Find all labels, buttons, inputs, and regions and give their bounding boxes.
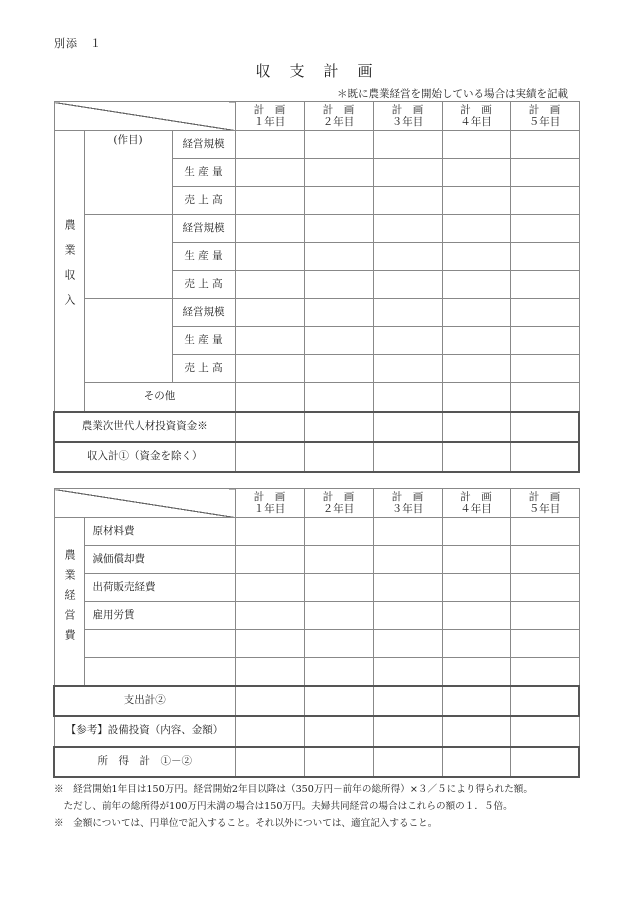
value-cell[interactable] xyxy=(235,658,304,686)
value-cell[interactable] xyxy=(510,243,579,271)
value-cell[interactable] xyxy=(373,630,442,658)
attachment-label: 別添 １ xyxy=(54,37,102,50)
item-label: 生 産 量 xyxy=(172,243,235,271)
value-cell[interactable] xyxy=(235,131,304,159)
footnote-amounts: ※ 金額については、円単位で記入すること。それ以外については、適宜記入すること。 xyxy=(54,818,438,829)
value-cell[interactable] xyxy=(373,187,442,215)
value-cell[interactable] xyxy=(373,518,442,546)
value-cell[interactable] xyxy=(235,442,304,472)
value-cell[interactable] xyxy=(304,412,373,442)
expense-item-label: 雇用労賃 xyxy=(84,602,235,630)
header-diagonal-cell xyxy=(54,102,235,131)
value-cell[interactable] xyxy=(304,546,373,574)
value-cell[interactable] xyxy=(235,602,304,630)
value-cell[interactable] xyxy=(235,187,304,215)
value-cell[interactable] xyxy=(304,383,373,412)
item-label: 売 上 高 xyxy=(172,187,235,215)
value-cell[interactable] xyxy=(510,658,579,686)
value-cell[interactable] xyxy=(304,686,373,716)
value-cell[interactable] xyxy=(304,243,373,271)
crop-name-cell[interactable] xyxy=(84,215,172,299)
value-cell[interactable] xyxy=(510,131,579,159)
value-cell[interactable] xyxy=(510,355,579,383)
value-cell[interactable] xyxy=(304,327,373,355)
value-cell[interactable] xyxy=(235,215,304,243)
year-header-1: 計 画 １年目 xyxy=(235,489,304,518)
value-cell[interactable] xyxy=(373,412,442,442)
value-cell[interactable] xyxy=(235,271,304,299)
value-cell[interactable] xyxy=(442,602,510,630)
value-cell[interactable] xyxy=(373,355,442,383)
value-cell[interactable] xyxy=(235,546,304,574)
value-cell[interactable] xyxy=(442,271,510,299)
expense-total-label: 支出計② xyxy=(54,686,235,716)
value-cell[interactable] xyxy=(235,630,304,658)
item-label: 売 上 高 xyxy=(172,355,235,383)
item-label: 経営規模 xyxy=(172,299,235,327)
header-diagonal-cell xyxy=(54,489,235,518)
value-cell[interactable] xyxy=(304,442,373,472)
value-cell[interactable] xyxy=(235,686,304,716)
value-cell[interactable] xyxy=(510,327,579,355)
value-cell[interactable] xyxy=(510,215,579,243)
value-cell[interactable] xyxy=(442,299,510,327)
value-cell[interactable] xyxy=(235,355,304,383)
value-cell[interactable] xyxy=(510,412,579,442)
value-cell[interactable] xyxy=(373,442,442,472)
value-cell[interactable] xyxy=(442,187,510,215)
item-label: 生 産 量 xyxy=(172,159,235,187)
footnote-subsidy: ※ 経営開始1年目は150万円。経営開始2年目以降は（350万円－前年の総所得）×３／５により得られた額。 xyxy=(54,784,533,795)
expense-table xyxy=(53,488,580,778)
value-cell[interactable] xyxy=(510,716,579,747)
value-cell[interactable] xyxy=(304,299,373,327)
income-total-label: 収入計①（資金を除く） xyxy=(54,442,235,472)
value-cell[interactable] xyxy=(235,327,304,355)
value-cell[interactable] xyxy=(373,658,442,686)
crop-name-cell[interactable]: (作目) xyxy=(84,131,172,215)
value-cell[interactable] xyxy=(235,747,304,777)
value-cell[interactable] xyxy=(304,518,373,546)
value-cell[interactable] xyxy=(373,243,442,271)
value-cell[interactable] xyxy=(304,187,373,215)
value-cell[interactable] xyxy=(442,658,510,686)
value-cell[interactable] xyxy=(304,271,373,299)
income-table xyxy=(53,101,580,473)
value-cell[interactable] xyxy=(442,327,510,355)
expense-item-label: 出荷販売経費 xyxy=(84,574,235,602)
value-cell[interactable] xyxy=(442,518,510,546)
value-cell[interactable] xyxy=(373,602,442,630)
value-cell[interactable] xyxy=(510,630,579,658)
other-income-label: その他 xyxy=(84,383,235,412)
actuals-note: ＊既に農業経営を開始している場合は実績を記載 xyxy=(337,88,568,100)
value-cell[interactable] xyxy=(442,412,510,442)
year-header-3: 計 画 ３年目 xyxy=(373,489,442,518)
item-label: 生 産 量 xyxy=(172,327,235,355)
value-cell[interactable] xyxy=(235,159,304,187)
value-cell[interactable] xyxy=(373,215,442,243)
value-cell[interactable] xyxy=(442,716,510,747)
value-cell[interactable] xyxy=(510,159,579,187)
value-cell[interactable] xyxy=(304,215,373,243)
income-header-row xyxy=(54,102,579,131)
value-cell[interactable] xyxy=(442,686,510,716)
year-header-2: 計 画 ２年目 xyxy=(304,489,373,518)
value-cell[interactable] xyxy=(442,383,510,412)
value-cell[interactable] xyxy=(304,630,373,658)
footnote-subsidy-cont: ただし、前年の総所得が100万円未満の場合は150万円。夫婦共同経営の場合はこれらの額の１．５倍。 xyxy=(54,801,513,812)
value-cell[interactable] xyxy=(510,747,579,777)
value-cell[interactable] xyxy=(304,716,373,747)
value-cell[interactable] xyxy=(442,355,510,383)
year-header-5: 計 画 ５年目 xyxy=(510,102,579,131)
value-cell[interactable] xyxy=(304,159,373,187)
value-cell[interactable] xyxy=(510,271,579,299)
expense-item-label: 原材料費 xyxy=(84,518,235,546)
year-header-5: 計 画 ５年目 xyxy=(510,489,579,518)
value-cell[interactable] xyxy=(304,658,373,686)
value-cell[interactable] xyxy=(442,215,510,243)
expense-item-label[interactable] xyxy=(84,630,235,658)
value-cell[interactable] xyxy=(442,442,510,472)
value-cell[interactable] xyxy=(442,131,510,159)
item-label: 売 上 高 xyxy=(172,271,235,299)
net-income-label: 所 得 計 ①－② xyxy=(54,747,235,777)
year-header-4: 計 画 ４年目 xyxy=(442,489,510,518)
value-cell[interactable] xyxy=(235,299,304,327)
value-cell[interactable] xyxy=(510,546,579,574)
subsidy-label: 農業次世代人材投資資金※ xyxy=(54,412,235,442)
year-header-2: 計 画 ２年目 xyxy=(304,102,373,131)
value-cell[interactable] xyxy=(235,518,304,546)
value-cell[interactable] xyxy=(373,574,442,602)
value-cell[interactable] xyxy=(235,383,304,412)
value-cell[interactable] xyxy=(235,574,304,602)
value-cell[interactable] xyxy=(304,131,373,159)
value-cell[interactable] xyxy=(304,602,373,630)
value-cell[interactable] xyxy=(510,299,579,327)
expense-item-label[interactable] xyxy=(84,658,235,686)
value-cell[interactable] xyxy=(442,747,510,777)
income-section-label: 農業収入 xyxy=(54,131,84,412)
value-cell[interactable] xyxy=(373,327,442,355)
value-cell[interactable] xyxy=(373,271,442,299)
value-cell[interactable] xyxy=(373,299,442,327)
value-cell[interactable] xyxy=(373,131,442,159)
item-label: 経営規模 xyxy=(172,131,235,159)
value-cell[interactable] xyxy=(373,383,442,412)
value-cell[interactable] xyxy=(510,602,579,630)
year-header-3: 計 画 ３年目 xyxy=(373,102,442,131)
value-cell[interactable] xyxy=(304,574,373,602)
value-cell[interactable] xyxy=(235,716,304,747)
value-cell[interactable] xyxy=(373,716,442,747)
page-title: 収 支 計 画 xyxy=(255,62,375,80)
expense-section-label: 農業経営費 xyxy=(54,518,84,686)
year-header-1: 計 画 １年目 xyxy=(235,102,304,131)
value-cell[interactable] xyxy=(442,159,510,187)
year-header-4: 計 画 ４年目 xyxy=(442,102,510,131)
value-cell[interactable] xyxy=(442,630,510,658)
value-cell[interactable] xyxy=(304,355,373,383)
value-cell[interactable] xyxy=(510,686,579,716)
value-cell[interactable] xyxy=(442,574,510,602)
item-label: 経営規模 xyxy=(172,215,235,243)
value-cell[interactable] xyxy=(510,518,579,546)
crop-name-cell[interactable] xyxy=(84,299,172,383)
value-cell[interactable] xyxy=(373,686,442,716)
value-cell[interactable] xyxy=(373,747,442,777)
value-cell[interactable] xyxy=(510,383,579,412)
value-cell[interactable] xyxy=(510,187,579,215)
value-cell[interactable] xyxy=(235,243,304,271)
expense-item-label: 減価償却費 xyxy=(84,546,235,574)
value-cell[interactable] xyxy=(510,574,579,602)
value-cell[interactable] xyxy=(235,412,304,442)
footnotes xyxy=(54,781,594,832)
equipment-investment-label: 【参考】設備投資（内容、金額） xyxy=(54,716,235,747)
expense-header-row xyxy=(54,489,579,518)
value-cell[interactable] xyxy=(510,442,579,472)
value-cell[interactable] xyxy=(373,159,442,187)
value-cell[interactable] xyxy=(442,546,510,574)
value-cell[interactable] xyxy=(304,747,373,777)
value-cell[interactable] xyxy=(442,243,510,271)
value-cell[interactable] xyxy=(373,546,442,574)
